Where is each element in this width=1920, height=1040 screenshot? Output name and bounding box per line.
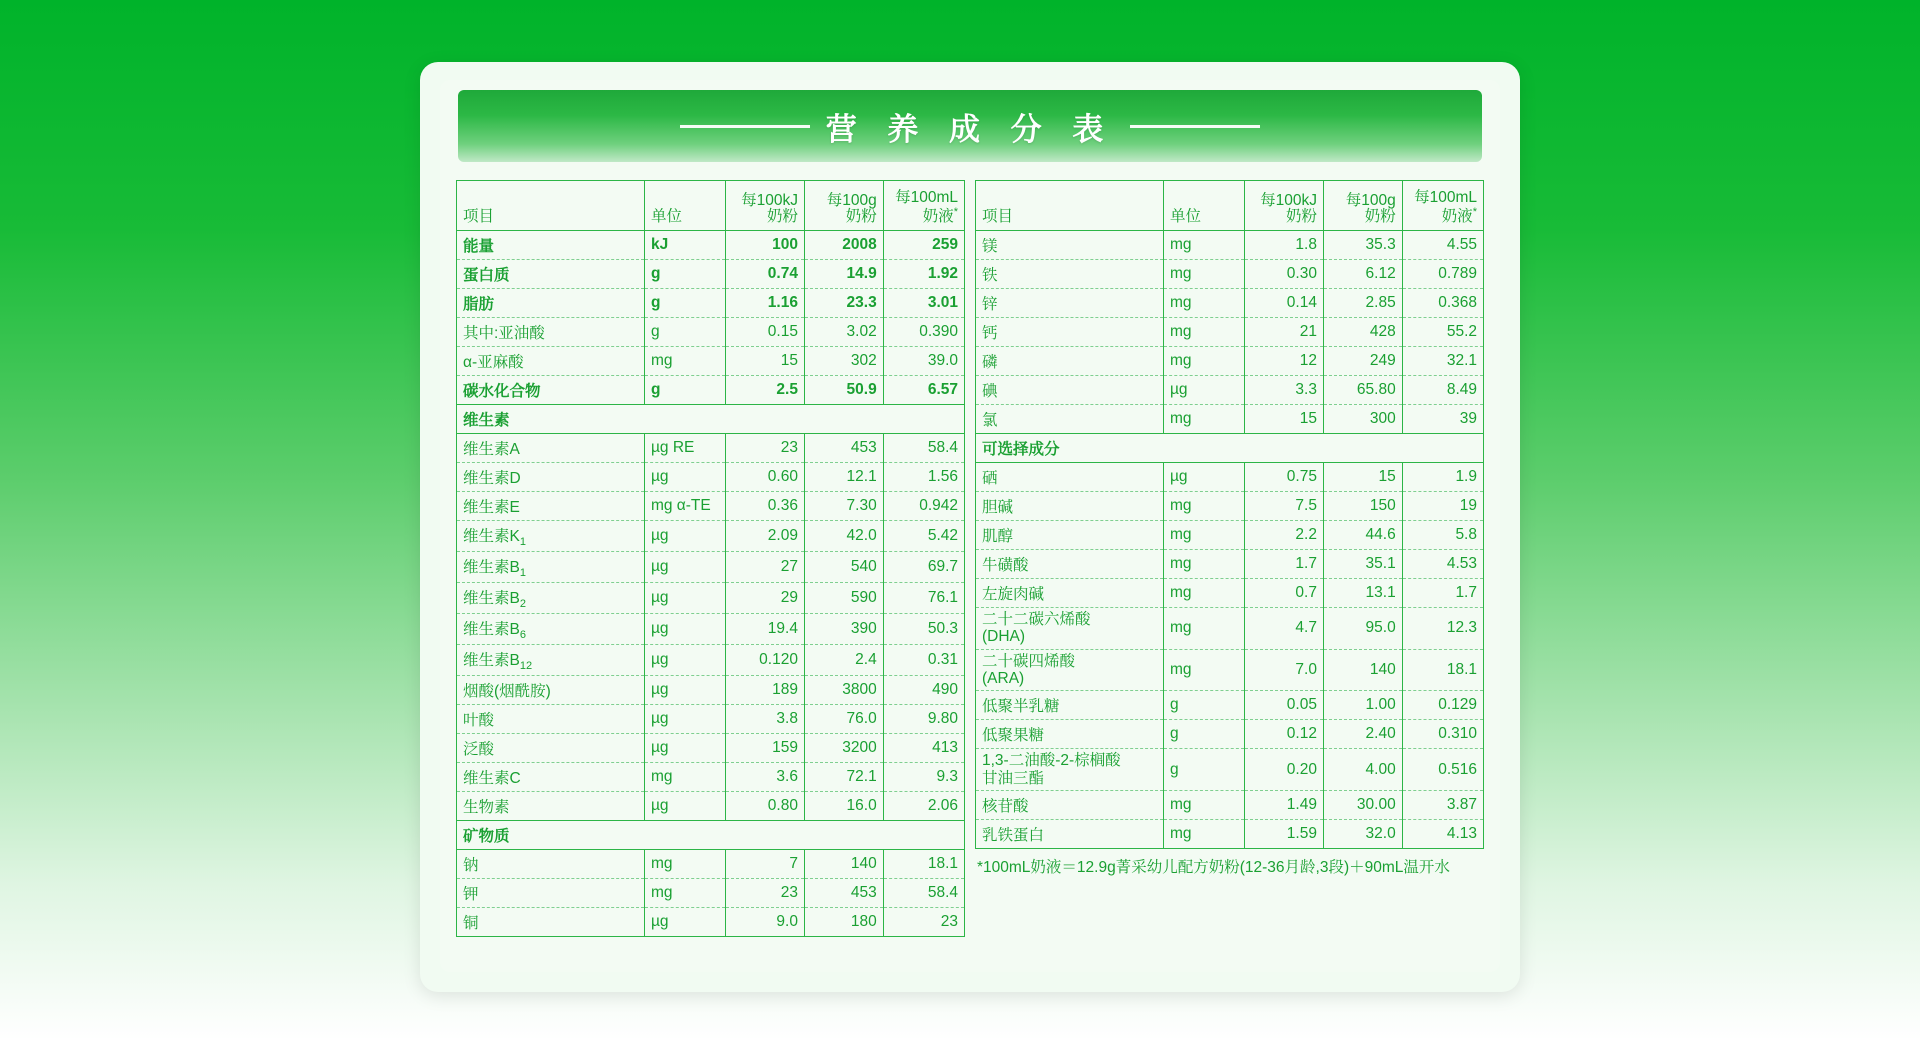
row-item: 钠 <box>457 850 645 879</box>
table-row <box>457 734 965 763</box>
row-item: 铜 <box>457 908 645 937</box>
row-unit: g <box>1163 720 1244 749</box>
table-row <box>457 463 965 492</box>
section-label: 维生素 <box>457 405 965 434</box>
row-item: 维生素$K_1$ <box>457 521 645 552</box>
row-value-per100ml: 0.789 <box>1402 260 1483 289</box>
row-value-per100ml: 8.49 <box>1402 376 1483 405</box>
nutrition-card <box>420 62 1520 992</box>
row-value-per100kj: 2.5 <box>726 376 805 405</box>
row-value-per100g: 540 <box>804 552 883 583</box>
table-row <box>457 318 965 347</box>
row-value-per100g: 13.1 <box>1323 579 1402 608</box>
table-row <box>457 492 965 521</box>
row-value-per100g: 50.9 <box>804 376 883 405</box>
row-value-per100g: 35.1 <box>1323 550 1402 579</box>
row-unit: µg <box>644 645 725 676</box>
section-label: 可选择成分 <box>976 434 1484 463</box>
table-row <box>457 614 965 645</box>
row-value-per100ml: 76.1 <box>883 583 964 614</box>
header-per100kj-line2: 奶粉 <box>766 208 798 226</box>
row-item: 铁 <box>976 260 1164 289</box>
row-item: α-亚麻酸 <box>457 347 645 376</box>
header-per100kj <box>1245 181 1324 231</box>
table-row <box>976 463 1484 492</box>
table-row <box>976 720 1484 749</box>
row-value-per100g: 453 <box>804 879 883 908</box>
row-unit: mg <box>1163 791 1244 820</box>
row-value-per100kj: 29 <box>726 583 805 614</box>
row-unit: µg <box>644 463 725 492</box>
row-value-per100g: 12.1 <box>804 463 883 492</box>
section-optional <box>976 434 1484 463</box>
row-value-per100kj: 3.3 <box>1245 376 1324 405</box>
row-item: 钾 <box>457 879 645 908</box>
row-value-per100kj: 100 <box>726 231 805 260</box>
right-table-head <box>976 181 1484 231</box>
title-rule-left <box>680 125 810 128</box>
row-item: 肌醇 <box>976 521 1164 550</box>
row-item: 锌 <box>976 289 1164 318</box>
row-value-per100g: 249 <box>1323 347 1402 376</box>
row-item: 牛磺酸 <box>976 550 1164 579</box>
header-per100ml-asterisk: * <box>1472 206 1477 219</box>
section-label: 矿物质 <box>457 821 965 850</box>
row-unit: mg <box>1163 492 1244 521</box>
row-unit: mg <box>1163 318 1244 347</box>
table-row <box>457 260 965 289</box>
row-value-per100kj: 159 <box>726 734 805 763</box>
header-per100ml-line2: 奶液 <box>1441 208 1473 226</box>
header-per100g-line2: 奶粉 <box>845 208 877 226</box>
row-value-per100kj: 23 <box>726 879 805 908</box>
row-unit: mg <box>1163 820 1244 849</box>
row-value-per100ml: 2.06 <box>883 792 964 821</box>
row-value-per100ml: 9.80 <box>883 705 964 734</box>
row-item: 叶酸 <box>457 705 645 734</box>
row-item: 左旋肉碱 <box>976 579 1164 608</box>
row-value-per100ml: 3.87 <box>1402 791 1483 820</box>
row-value-per100ml: 5.42 <box>883 521 964 552</box>
row-value-per100kj: 19.4 <box>726 614 805 645</box>
row-value-per100kj: 21 <box>1245 318 1324 347</box>
row-value-per100ml: 58.4 <box>883 879 964 908</box>
table-row <box>457 376 965 405</box>
row-value-per100kj: 0.80 <box>726 792 805 821</box>
row-item: 脂肪 <box>457 289 645 318</box>
row-value-per100ml: 0.942 <box>883 492 964 521</box>
row-value-per100kj: 7.0 <box>1245 649 1324 691</box>
row-value-per100kj: 0.60 <box>726 463 805 492</box>
row-unit: g <box>644 260 725 289</box>
row-value-per100kj: 1.8 <box>1245 231 1324 260</box>
row-value-per100ml: 413 <box>883 734 964 763</box>
row-unit: mg <box>1163 260 1244 289</box>
row-value-per100ml: 23 <box>940 913 958 931</box>
row-item: 泛酸 <box>457 734 645 763</box>
table-row <box>976 691 1484 720</box>
row-unit: µg <box>644 676 725 705</box>
row-value-per100kj: 0.36 <box>726 492 805 521</box>
header-per100g-line2: 奶粉 <box>1364 208 1396 226</box>
row-value-per100g: 76.0 <box>804 705 883 734</box>
row-value-per100kj: 15 <box>1245 405 1324 434</box>
row-item: 生物素 <box>457 792 645 821</box>
table-row <box>976 550 1484 579</box>
tables-wrapper <box>454 180 1486 937</box>
table-row <box>976 376 1484 405</box>
row-value-per100kj: 0.05 <box>1245 691 1324 720</box>
row-unit: µg <box>1163 463 1244 492</box>
row-value-per100kj: 0.7 <box>1245 579 1324 608</box>
table-row <box>457 850 965 879</box>
row-unit: mg <box>1163 550 1244 579</box>
row-value-per100ml: 0.310 <box>1402 720 1483 749</box>
header-per100g-line1: 每100g <box>826 191 877 209</box>
row-value-per100g: 3200 <box>804 734 883 763</box>
row-value-per100kj: 0.20 <box>1245 749 1324 791</box>
row-item: 二十二碳六烯酸 (DHA) <box>976 608 1164 650</box>
row-item: 磷 <box>976 347 1164 376</box>
row-value-per100kj: 3.8 <box>726 705 805 734</box>
table-row <box>976 405 1484 434</box>
row-item-subscript: 1 <box>519 567 526 580</box>
title-banner <box>458 90 1482 162</box>
row-value-per100ml: 39.0 <box>883 347 964 376</box>
row-item: 碘 <box>976 376 1164 405</box>
row-value-per100g: 180 <box>804 908 883 937</box>
row-item: 硒 <box>976 463 1164 492</box>
row-unit: µg <box>644 614 725 645</box>
row-value-per100ml: 50.3 <box>883 614 964 645</box>
row-value-per100kj: 23 <box>726 434 805 463</box>
header-per100g <box>804 181 883 231</box>
row-value-per100ml: 0.368 <box>1402 289 1483 318</box>
header-per100g-line1: 每100g <box>1345 191 1396 209</box>
table-row <box>976 521 1484 550</box>
left-column <box>456 180 965 937</box>
row-value-per100kj: 1.59 <box>1245 820 1324 849</box>
table-header-row <box>457 181 965 231</box>
row-value-per100kj: 12 <box>1245 347 1324 376</box>
left-table-head <box>457 181 965 231</box>
row-value-per100g: 2.85 <box>1323 289 1402 318</box>
row-value-per100ml: 0.129 <box>1402 691 1483 720</box>
row-unit: mg α-TE <box>644 492 725 521</box>
table-row <box>976 579 1484 608</box>
right-nutrition-table <box>975 180 1484 849</box>
row-value-per100kj: 0.75 <box>1245 463 1324 492</box>
footnote: *100mL奶液＝12.9g菁采幼儿配方奶粉(12-36月龄,3段)＋90mL温开水 <box>977 859 1450 877</box>
row-value-per100g: 390 <box>804 614 883 645</box>
row-value-per100ml: 490 <box>883 676 964 705</box>
row-value-per100kj: 0.15 <box>726 318 805 347</box>
row-value-per100g: 2008 <box>804 231 883 260</box>
row-unit: µg RE <box>644 434 725 463</box>
row-unit: mg <box>644 763 725 792</box>
row-item: 维生素$B_6$ <box>457 614 645 645</box>
row-value-per100kj: 2.09 <box>726 521 805 552</box>
row-value-per100kj: 15 <box>726 347 805 376</box>
row-value-per100kj: 7 <box>726 850 805 879</box>
header-per100kj-line1: 每100kJ <box>741 191 798 209</box>
row-unit: g <box>1163 691 1244 720</box>
table-row <box>976 492 1484 521</box>
row-item-subscript: 2 <box>519 598 526 611</box>
row-unit: g <box>644 318 725 347</box>
row-value-per100g: 72.1 <box>804 763 883 792</box>
row-item: 维生素$B_2$ <box>457 583 645 614</box>
row-value-per100ml: 39 <box>1402 405 1483 434</box>
row-unit: mg <box>1163 347 1244 376</box>
row-value-per100g: 95.0 <box>1323 608 1402 650</box>
row-item-subscript: 12 <box>519 660 533 673</box>
header-per100ml-line2: 奶液 <box>922 208 954 226</box>
row-value-per100g: 3.02 <box>804 318 883 347</box>
row-value-per100kj: 27 <box>726 552 805 583</box>
table-row <box>976 608 1484 650</box>
row-value-per100ml: 3.01 <box>883 289 964 318</box>
row-unit: mg <box>644 347 725 376</box>
row-value-per100g: 30.00 <box>1323 791 1402 820</box>
table-row <box>457 521 965 552</box>
header-per100ml-line1: 每100mL <box>1414 189 1477 207</box>
row-value-per100g: 453 <box>804 434 883 463</box>
table-row <box>976 820 1484 849</box>
row-value-per100kj: 1.7 <box>1245 550 1324 579</box>
row-item: 维生素A <box>457 434 645 463</box>
row-item: 维生素$B_{12}$ <box>457 645 645 676</box>
header-per100kj-line1: 每100kJ <box>1260 191 1317 209</box>
row-value-per100ml: 19 <box>1402 492 1483 521</box>
left-nutrition-table <box>456 180 965 937</box>
row-unit: µg <box>644 908 725 937</box>
row-value-per100g: 23.3 <box>804 289 883 318</box>
row-unit: g <box>644 289 725 318</box>
header-per100kj-line2: 奶粉 <box>1285 208 1317 226</box>
row-value-per100kj: 1.49 <box>1245 791 1324 820</box>
row-unit: µg <box>644 583 725 614</box>
row-unit: g <box>1163 749 1244 791</box>
table-row <box>457 908 965 937</box>
table-row <box>976 260 1484 289</box>
table-row <box>457 879 965 908</box>
row-value-per100g: 32.0 <box>1323 820 1402 849</box>
header-per100ml-asterisk: * <box>953 206 958 219</box>
row-value-per100g: 300 <box>1323 405 1402 434</box>
row-item: 胆碱 <box>976 492 1164 521</box>
row-value-per100g: 140 <box>1323 649 1402 691</box>
row-unit: mg <box>1163 231 1244 260</box>
row-unit: µg <box>644 521 725 552</box>
row-unit: µg <box>1163 376 1244 405</box>
row-value-per100ml: 32.1 <box>1402 347 1483 376</box>
header-item: 项目 <box>976 181 1164 231</box>
row-value-per100g: 1.00 <box>1323 691 1402 720</box>
row-value-per100ml: 1.56 <box>883 463 964 492</box>
row-value-per100ml: 18.1 <box>883 850 964 879</box>
row-value-per100g: 44.6 <box>1323 521 1402 550</box>
row-value-per100ml: 69.7 <box>883 552 964 583</box>
row-unit: µg <box>644 734 725 763</box>
row-value-per100g: 302 <box>804 347 883 376</box>
row-item: 蛋白质 <box>457 260 645 289</box>
header-unit: 单位 <box>1163 181 1244 231</box>
row-value-per100g: 65.80 <box>1323 376 1402 405</box>
row-value-per100ml: 1.9 <box>1402 463 1483 492</box>
row-value-per100g: 2.4 <box>804 645 883 676</box>
row-value-per100kj: 0.120 <box>726 645 805 676</box>
row-value-per100ml: 4.55 <box>1402 231 1483 260</box>
row-value-per100kj: 0.74 <box>726 260 805 289</box>
row-value-per100kj: 1.16 <box>726 289 805 318</box>
row-item: 核苷酸 <box>976 791 1164 820</box>
row-value-per100g: 590 <box>804 583 883 614</box>
row-value-per100kj: 189 <box>726 676 805 705</box>
section-minerals <box>457 821 965 850</box>
table-row <box>457 434 965 463</box>
row-value-per100g: 140 <box>804 850 883 879</box>
row-item: 维生素$B_1$ <box>457 552 645 583</box>
row-unit: µg <box>644 705 725 734</box>
row-unit: mg <box>1163 405 1244 434</box>
row-value-per100ml: 12.3 <box>1402 608 1483 650</box>
row-value-per100g: 14.9 <box>804 260 883 289</box>
left-table-body <box>457 231 965 937</box>
row-value-per100kj: 9.0 <box>726 908 805 937</box>
right-table-body <box>976 231 1484 849</box>
table-row <box>457 347 965 376</box>
row-unit: mg <box>1163 289 1244 318</box>
row-item: 1,3-二油酸-2-棕榈酸 甘油三酯 <box>976 749 1164 791</box>
row-unit: mg <box>644 879 725 908</box>
row-value-per100ml: 0.390 <box>883 318 964 347</box>
row-value-per100ml: 0.31 <box>883 645 964 676</box>
table-row <box>976 749 1484 791</box>
header-per100g <box>1323 181 1402 231</box>
row-unit: mg <box>1163 579 1244 608</box>
header-item: 项目 <box>457 181 645 231</box>
row-item: 钙 <box>976 318 1164 347</box>
row-value-per100g: 4.00 <box>1323 749 1402 791</box>
row-value-per100ml: 259 <box>883 231 964 260</box>
table-row <box>457 763 965 792</box>
row-value-per100kj: 0.14 <box>1245 289 1324 318</box>
row-value-per100g: 2.40 <box>1323 720 1402 749</box>
table-row <box>457 645 965 676</box>
row-value-per100g: 7.30 <box>804 492 883 521</box>
header-unit: 单位 <box>644 181 725 231</box>
table-row <box>976 318 1484 347</box>
row-unit: mg <box>1163 608 1244 650</box>
row-item: 镁 <box>976 231 1164 260</box>
row-item: 碳水化合物 <box>457 376 645 405</box>
row-value-per100g: 35.3 <box>1323 231 1402 260</box>
section-vitamins <box>457 405 965 434</box>
row-item: 低聚果糖 <box>976 720 1164 749</box>
row-value-per100g: 150 <box>1323 492 1402 521</box>
row-value-per100g: 15 <box>1323 463 1402 492</box>
row-unit: mg <box>644 850 725 879</box>
row-value-per100kj: 2.2 <box>1245 521 1324 550</box>
row-value-per100ml: 4.53 <box>1402 550 1483 579</box>
row-value-per100ml: 9.3 <box>883 763 964 792</box>
row-value-per100kj: 4.7 <box>1245 608 1324 650</box>
row-value-per100ml: 1.7 <box>1402 579 1483 608</box>
row-value-per100ml: 0.516 <box>1402 749 1483 791</box>
row-item-subscript: 6 <box>519 629 526 642</box>
row-item: 烟酸(烟酰胺) <box>457 676 645 705</box>
row-value-per100ml: 55.2 <box>1402 318 1483 347</box>
row-value-per100g: 16.0 <box>804 792 883 821</box>
title-rule-right <box>1130 125 1260 128</box>
row-item: 乳铁蛋白 <box>976 820 1164 849</box>
row-item: 低聚半乳糖 <box>976 691 1164 720</box>
table-row <box>976 289 1484 318</box>
row-unit: µg <box>644 552 725 583</box>
header-per100ml <box>1402 181 1483 231</box>
row-value-per100ml: 58.4 <box>883 434 964 463</box>
table-row <box>976 791 1484 820</box>
row-value-per100ml: 6.57 <box>883 376 964 405</box>
row-value-per100g: 3800 <box>804 676 883 705</box>
table-row <box>457 552 965 583</box>
table-row <box>457 792 965 821</box>
row-value-per100ml: 4.13 <box>1446 825 1477 843</box>
header-per100ml-line1: 每100mL <box>895 189 958 207</box>
row-value-per100kj: 0.12 <box>1245 720 1324 749</box>
row-value-per100kj: 3.6 <box>726 763 805 792</box>
row-item: 能量 <box>457 231 645 260</box>
table-row <box>976 649 1484 691</box>
row-unit: mg <box>1163 649 1244 691</box>
header-per100kj <box>726 181 805 231</box>
table-row <box>457 289 965 318</box>
page-title: 营 养 成 分 表 <box>825 111 1115 147</box>
table-row <box>457 231 965 260</box>
row-value-per100g: 42.0 <box>804 521 883 552</box>
row-item: 维生素C <box>457 763 645 792</box>
row-unit: g <box>644 376 725 405</box>
table-header-row <box>976 181 1484 231</box>
row-value-per100ml: 5.8 <box>1402 521 1483 550</box>
nutrition-card-inner <box>440 80 1500 972</box>
row-value-per100g: 6.12 <box>1323 260 1402 289</box>
table-row <box>457 705 965 734</box>
row-item: 维生素D <box>457 463 645 492</box>
table-row <box>457 676 965 705</box>
row-item: 其中:亚油酸 <box>457 318 645 347</box>
row-item-subscript: 1 <box>519 536 526 549</box>
row-value-per100ml: 18.1 <box>1402 649 1483 691</box>
row-value-per100kj: 7.5 <box>1245 492 1324 521</box>
header-per100ml <box>883 181 964 231</box>
row-item: 维生素E <box>457 492 645 521</box>
row-item: 氯 <box>976 405 1164 434</box>
row-unit: µg <box>644 792 725 821</box>
row-value-per100kj: 0.30 <box>1245 260 1324 289</box>
row-unit: kJ <box>644 231 725 260</box>
table-row <box>976 347 1484 376</box>
right-column <box>975 180 1484 877</box>
table-row <box>457 583 965 614</box>
table-row <box>976 231 1484 260</box>
row-item: 二十碳四烯酸 (ARA) <box>976 649 1164 691</box>
row-unit: mg <box>1163 521 1244 550</box>
row-value-per100ml: 1.92 <box>883 260 964 289</box>
row-value-per100g: 428 <box>1323 318 1402 347</box>
